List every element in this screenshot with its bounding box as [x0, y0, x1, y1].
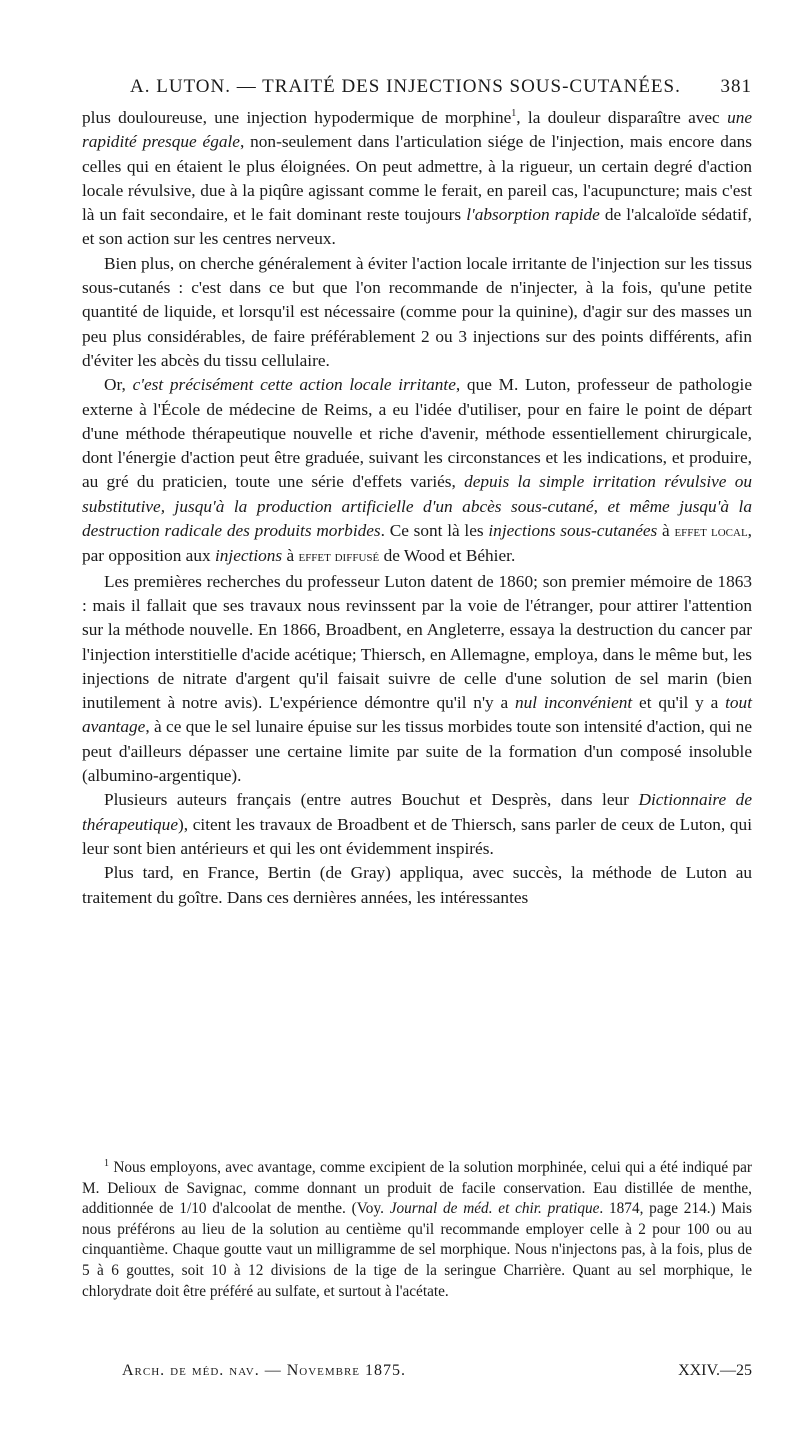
- text-run: et qu'il y a: [632, 693, 726, 713]
- paragraph-4: [82, 570, 752, 789]
- running-title: A. LUTON. — TRAITÉ DES INJECTIONS SOUS-CUTANÉES.: [130, 76, 681, 97]
- italic-run: l'absorption rapide: [466, 205, 600, 225]
- italic-run: injections sous-cutanées: [488, 521, 658, 541]
- paragraph-1: [82, 106, 752, 252]
- text-run: , la douleur disparaître avec: [516, 108, 728, 127]
- footnote: [82, 1158, 752, 1302]
- text-run: Les premières recherches du professeur Luton datent de 1860; son premier mémoire de 1863 : mais il fallait que ses travaux nous revinssent par la voie de l'étranger, pour attirer l'attention sur la méthode nouvelle. En 1866, Broadbent, en Angleterre, essaya la destruction du cancer par l'injection interstitielle d'acide acétique; Thiersch, en Allemagne, employa, dans le même but, les injections de nitrate d'argent qu'il faisait suivre de celle d'une solution de sel marin (bien inutilement à notre avis). L'expérience démontre qu'il n'y a: [82, 571, 752, 713]
- paragraph-2: Bien plus, on cherche généralement à éviter l'action locale irritante de l'injection sur les tissus sous-cutanés : c'est dans ce but que l'on recommande de n'injecter, à la fois, qu'une petite quantité de liquide, et lorsqu'il est nécessaire (comme pour la quinine), d'agir sur des masses un peu plus considérables, de faire préférablement 2 ou 3 injections sur des points différents, afin d'éviter les abcès du tissu cellulaire.: [82, 253, 752, 370]
- fraction: 1/10: [179, 1200, 207, 1218]
- italic-run: injections: [214, 546, 283, 566]
- paragraph-3: [82, 373, 752, 569]
- footnote-marker: 1: [104, 1157, 109, 1169]
- text-run: de Wood et Béhier.: [379, 546, 516, 566]
- text-run: Nous employons, avec avantage, comme excipient de la solution morphinée, celui qui a été indiqué par M. Delioux de Savignac, comme donnant un produit de facile conservation. Eau distillée de menthe, additionnée de: [82, 1159, 752, 1218]
- text-run: , que M. Luton, professeur de pathologie externe à l'École de médecine de Reims, a eu l'idée d'utiliser, pour en faire le point de départ d'une méthode thérapeutique nouvelle et riche d'avenir, méthode essentiellement chirurgicale, dont l'énergie d'action peut être graduée, suivant les circonstances et les indications, et produire, au gré du praticien, toute une série d'effets variés,: [82, 375, 752, 492]
- italic-run: Journal de méd. et chir. pratique: [389, 1200, 600, 1218]
- signature-mark: XXIV.—25: [678, 1362, 752, 1379]
- footnote-reference: 1: [511, 108, 517, 120]
- text-run: . 1874, page 214.) Mais nous préférons au lieu de la solution au centième qu'il recommande employer celle à 2 pour 100 ou au cinquantième. Chaque goutte vaut un milligramme de sel morphique. Nous n'injectons pas, à la fois, plus de 5 à 6 gouttes, soit 10 à 12 divisions de la tige de la seringue Charrière. Quant au sel morphique, le chlorydrate doit être préféré au sulfate, et surtout à l'acétate.: [82, 1200, 753, 1300]
- page-number: 381: [720, 76, 752, 97]
- italic-run: depuis la simple irritation révulsive ou substitutive, jusqu'à la production artificielle d'un abcès sous-cutané, et même jusqu'à la destruction radicale des produits morbides: [82, 472, 752, 541]
- italic-run: tout avantage: [82, 693, 752, 737]
- text-run: , par opposition aux: [82, 521, 752, 566]
- text-run: . Ce sont là les: [380, 521, 489, 541]
- paragraph-6: Plus tard, en France, Bertin (de Gray) appliqua, avec succès, la méthode de Luton au traitement du goître. Dans ces dernières années, les intéressantes: [82, 863, 752, 907]
- page-footer: [122, 1362, 752, 1380]
- text-run: ), citent les travaux de Broadbent et de Thiersch, sans parler de ceux de Luton, qui leur sont bien antérieurs et qui les ont évidemment inspirés.: [82, 814, 752, 858]
- italic-run: nul inconvénient: [515, 693, 633, 713]
- italic-run: Dictionnaire de thérapeutique: [82, 790, 752, 834]
- text-run: à: [282, 546, 299, 566]
- text-run: , non-seulement dans l'articulation siége de l'injection, mais encore dans celles qui en étaient le plus éloignées. On peut admettre, à la rigueur, un certain degré d'action locale révulsive, due à la piqûre agissant comme le ferait, en pareil cas, l'acupuncture; mais c'est là un fait secondaire, et le fait dominant reste toujours: [82, 132, 752, 225]
- journal-reference: Arch. de méd. nav. — Novembre 1875.: [122, 1362, 407, 1379]
- text-run: de l'alcaloïde sédatif, et son action sur les centres nerveux.: [82, 205, 753, 249]
- italic-run: c'est précisément cette action locale irritante: [132, 375, 456, 395]
- text-run: plus douloureuse, une injection hypodermique de morphine: [82, 108, 512, 127]
- text-run: Plusieurs auteurs français (entre autres Bouchut et Desprès, dans leur: [104, 790, 639, 810]
- text-run: à: [657, 521, 675, 541]
- text-run: d'alcoolat de menthe. (Voy.: [206, 1200, 390, 1218]
- running-header: [130, 76, 752, 98]
- text-run: , à ce que le sel lunaire épuise sur les tissus morbides toute son intensité d'action, qui ne peut d'ailleurs dépasser une certaine limite par suite de la formation d'un composé insoluble (albumino-argentique).: [82, 717, 752, 786]
- text-run: Or,: [104, 375, 133, 395]
- paragraph-5: [82, 788, 752, 861]
- italic-run: une rapidité presque égale: [82, 108, 753, 152]
- footnote-paragraph: [82, 1158, 752, 1302]
- small-caps-run: effet local: [674, 524, 748, 541]
- main-text: [82, 106, 752, 910]
- small-caps-run: effet diffusé: [298, 549, 380, 566]
